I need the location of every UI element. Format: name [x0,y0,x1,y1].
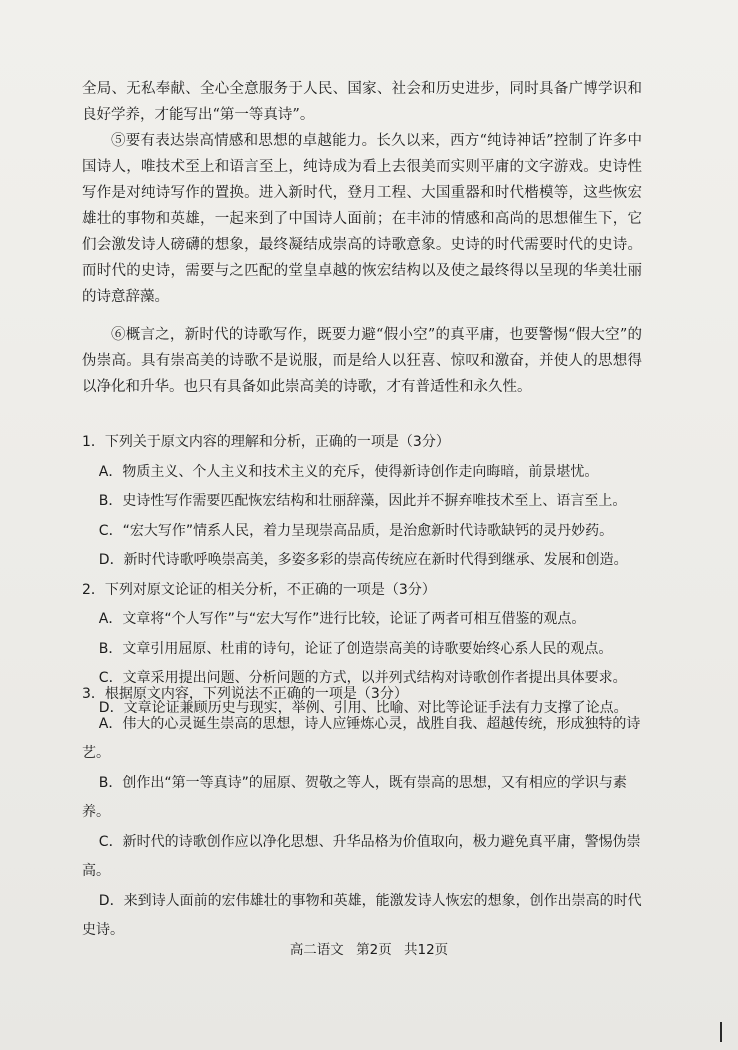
option-d: D．来到诗人面前的宏伟雄壮的事物和英雄，能激发诗人恢宏的想象，创作出崇高的时代史诗。 [82,892,642,938]
option-a: A．文章将“个人写作”与“宏大写作”进行比较，论证了两者可相互借鉴的观点。 [98,611,586,627]
passage-text: 全局、无私奉献、全心全意服务于人民、国家、社会和历史进步，同时具备广博学识和良好学养，才能写出“第一等真诗”。 [82,81,642,123]
option-c: C．新时代的诗歌创作应以净化思想、升华品格为价值取向，极力避免真平庸，警惕伪崇高。 [82,833,641,879]
passage-text: ⑤要有表达崇高情感和思想的卓越能力。长久以来，西方“纯诗神话”控制了许多中国诗人，唯技术至上和语言至上，纯诗成为看上去很美而实则平庸的文字游戏。史诗性写作是对纯诗写作的置换。进入新时代，登月工程、大国重器和时代楷模等，这些恢宏雄壮的事物和英雄，一起来到了中国诗人面前；在丰沛的情感和高尚的思想催生下，它们会激发诗人磅礴的想象，最终凝结成崇高的诗歌意象。史诗的时代需要时代的史诗。而时代的史诗，需要与之匹配的堂皇卓越的恢宏结构以及使之最终得以呈现的华美壮丽的诗意辞藻。 [82,133,642,305]
option-c: C．文章采用提出问题、分析问题的方式，以并列式结构对诗歌创作者提出具体要求。 [98,670,627,686]
scan-edge-mark [720,1022,722,1042]
option-b: B．文章引用屈原、杜甫的诗句，论证了创造崇高美的诗歌要始终心系人民的观点。 [98,640,613,657]
question-3 [82,680,642,946]
option-b: B．史诗性写作需要匹配恢宏结构和壮丽辞藻，因此并不摒弃唯技术至上、语言至上。 [98,493,627,509]
passage-paragraph-6 [82,322,642,400]
option-b: B．创作出“第一等真诗”的屈原、贺敬之等人，既有崇高的思想，又有相应的学识与素养。 [82,774,627,820]
footer-page-number: 第2页 [356,942,392,958]
option-a: A．物质主义、个人主义和技术主义的充斥，使得新诗创作走向晦暗，前景堪忧。 [98,463,599,480]
question-1 [82,428,642,576]
question-title: 3．根据原文内容，下列说法不正确的一项是（3分） [82,686,408,702]
footer-total-pages: 共12页 [404,942,449,958]
page-footer [0,938,738,958]
passage-text: ⑥概言之，新时代的诗歌写作，既要力避“假小空”的真平庸，也要警惕“假大空”的伪崇高。具有崇高美的诗歌不是说服，而是给人以狂喜、惊叹和激奋，并使人的思想得以净化和升华。也只有具备如此崇高美的诗歌，才有普适性和永久性。 [82,327,642,395]
option-d: D．文章论证兼顾历史与现实，举例、引用、比喻、对比等论证手法有力支撑了论点。 [98,699,628,716]
option-a: A．伟大的心灵诞生崇高的思想，诗人应锤炼心灵，战胜自我、超越传统，形成独特的诗艺。 [82,715,641,761]
passage-paragraph-5 [82,128,642,310]
option-c: C．“宏大写作”情系人民，着力呈现崇高品质，是治愈新时代诗歌缺钙的灵丹妙药。 [98,522,614,539]
question-title: 1．下列关于原文内容的理解和分析，正确的一项是（3分） [82,434,450,450]
option-d: D．新时代诗歌呼唤崇高美，多姿多彩的崇高传统应在新时代得到继承、发展和创造。 [98,552,628,568]
question-title: 2．下列对原文论证的相关分析，不正确的一项是（3分） [82,581,436,598]
questions-1-2 [82,428,642,723]
passage-paragraph-4-end [82,76,642,128]
footer-subject: 高二语文 [289,942,344,958]
